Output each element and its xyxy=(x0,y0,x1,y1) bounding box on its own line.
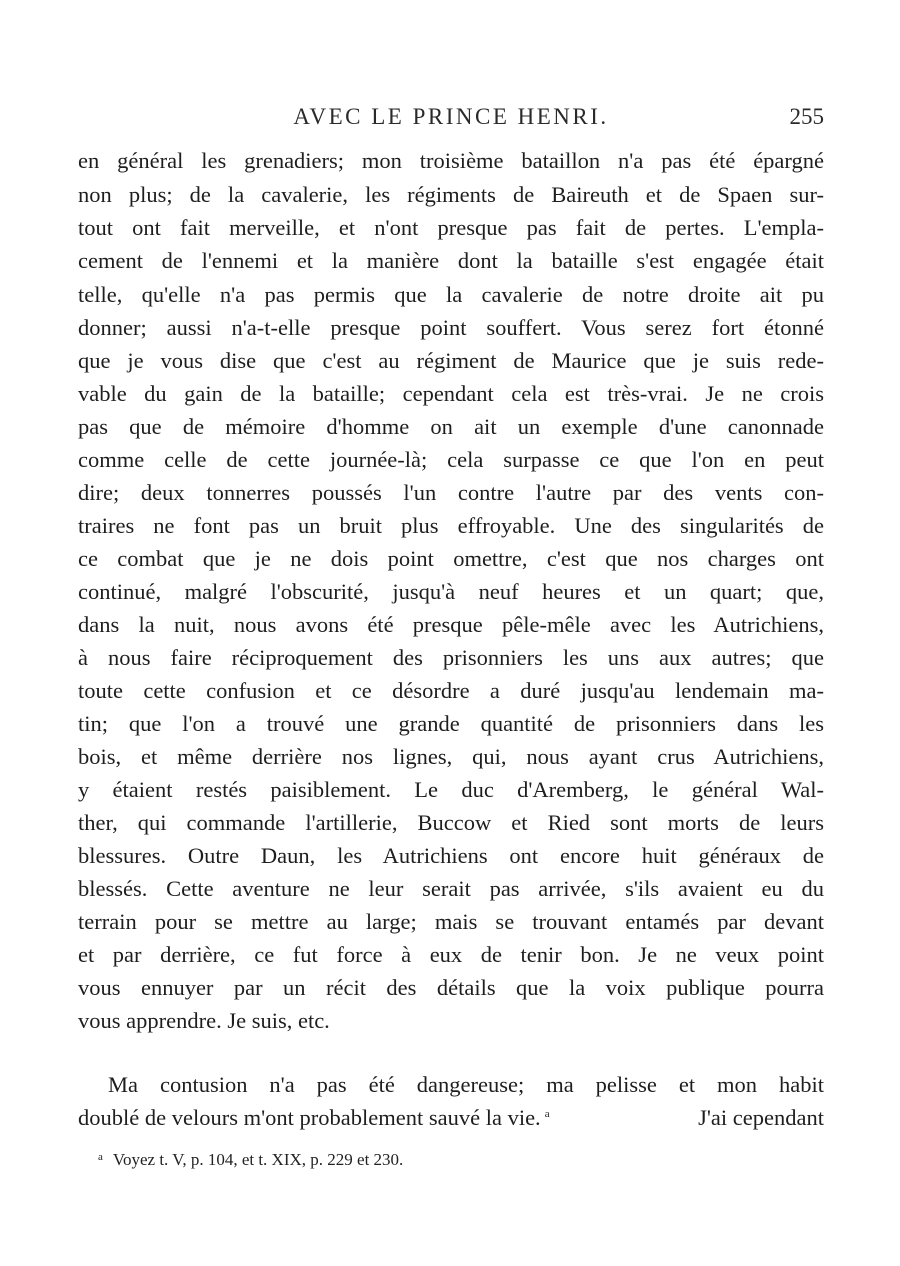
text-line: à nous faire réciproquement des prisonniers les uns aux autres; que xyxy=(78,645,824,670)
text-line: toute cette confusion et ce désordre a duré jusqu'au lendemain ma- xyxy=(78,678,824,703)
text-line: pas que de mémoire d'homme on ait un exemple d'une canonnade xyxy=(78,414,824,439)
text-line: dire; deux tonnerres poussés l'un contre l'autre par des vents con- xyxy=(78,480,824,505)
text-line: vable du gain de la bataille; cependant cela est très-vrai. Je ne crois xyxy=(78,381,824,406)
footnote-marker: a xyxy=(98,1151,103,1163)
text-line: cement de l'ennemi et la manière dont la bataille s'est engagée était xyxy=(78,248,824,273)
page-header xyxy=(78,104,824,136)
text-segment: J'ai cependant xyxy=(698,1105,824,1130)
text-line: ce combat que je ne dois point omettre, c'est que nos charges ont xyxy=(78,546,824,571)
text-segment: doublé de velours m'ont probablement sauvé la vie. xyxy=(78,1105,541,1130)
footnote-reference: a xyxy=(544,1107,550,1120)
text-line: non plus; de la cavalerie, les régiments de Baireuth et de Spaen sur- xyxy=(78,182,824,207)
text-line: blessés. Cette aventure ne leur serait pas arrivée, s'ils avaient eu du xyxy=(78,876,824,901)
text-line: ther, qui commande l'artillerie, Buccow et Ried sont morts de leurs xyxy=(78,810,824,835)
page-number: 255 xyxy=(789,104,824,129)
text-line xyxy=(78,1105,824,1139)
text-line: comme celle de cette journée-là; cela surpasse ce que l'on en peut xyxy=(78,447,824,472)
text-line: tin; que l'on a trouvé une grande quantité de prisonniers dans les xyxy=(78,711,824,736)
footnote xyxy=(98,1150,403,1176)
text-line: tout ont fait merveille, et n'ont presque pas fait de pertes. L'empla- xyxy=(78,215,824,240)
text-line: donner; aussi n'a-t-elle presque point souffert. Vous serez fort étonné xyxy=(78,315,824,340)
text-line: que je vous dise que c'est au régiment de Maurice que je suis rede- xyxy=(78,348,824,373)
text-line: blessures. Outre Daun, les Autrichiens ont encore huit généraux de xyxy=(78,843,824,868)
text-line: terrain pour se mettre au large; mais se trouvant entamés par devant xyxy=(78,909,824,934)
text-line: vous ennuyer par un récit des détails que la voix publique pourra xyxy=(78,975,824,1000)
text-line: vous apprendre. Je suis, etc. xyxy=(78,1008,330,1033)
text-line: traires ne font pas un bruit plus effroyable. Une des singularités de xyxy=(78,513,824,538)
text-line: et par derrière, ce fut force à eux de tenir bon. Je ne veux point xyxy=(78,942,824,967)
footnote-text: Voyez t. V, p. 104, et t. XIX, p. 229 et 230. xyxy=(112,1150,404,1169)
text-line: dans la nuit, nous avons été presque pêle-mêle avec les Autrichiens, xyxy=(78,612,824,637)
text-line: telle, qu'elle n'a pas permis que la cavalerie de notre droite ait pu xyxy=(78,282,824,307)
text-line: y étaient restés paisiblement. Le duc d'Aremberg, le général Wal- xyxy=(78,777,824,802)
text-line: continué, malgré l'obscurité, jusqu'à neuf heures et un quart; que, xyxy=(78,579,824,604)
running-head: AVEC LE PRINCE HENRI. xyxy=(293,104,609,129)
text-line: bois, et même derrière nos lignes, qui, nous ayant crus Autrichiens, xyxy=(78,744,824,769)
text-line: en général les grenadiers; mon troisième bataillon n'a pas été épargné xyxy=(78,148,824,173)
text-line: Ma contusion n'a pas été dangereuse; ma pelisse et mon habit xyxy=(108,1072,824,1097)
